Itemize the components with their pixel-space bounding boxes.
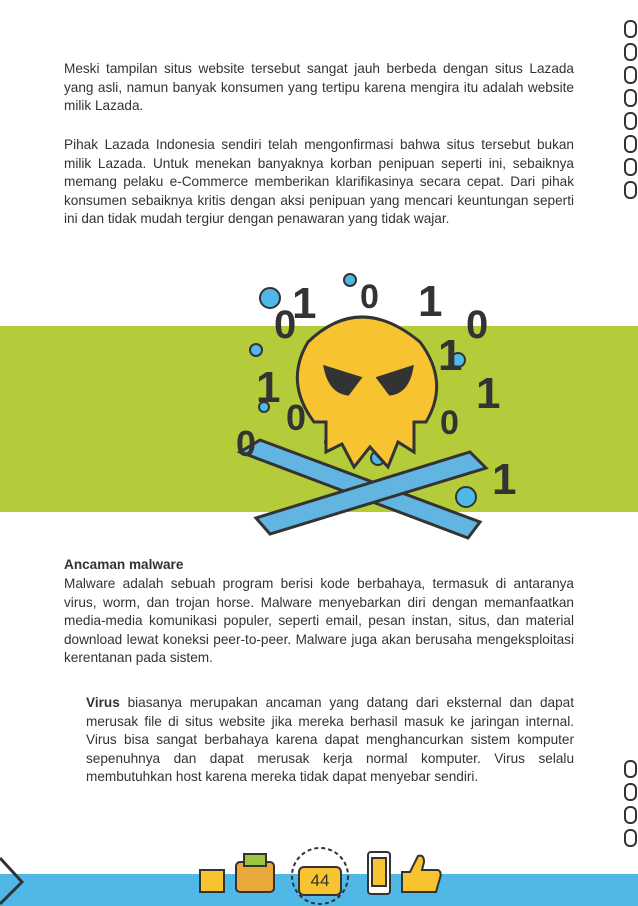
binary-digit: 1 bbox=[256, 363, 281, 412]
virus-paragraph bbox=[86, 694, 574, 787]
section-body: Malware adalah sebuah program berisi kode berbahaya, termasuk di antaranya virus, worm, dan trojan horse. Malware menyebarkan diri dengan memanfaatkan media-media komunikasi populer, seperti email, pesan instan, situs, dan material download lewat koneksi peer-to-peer. Malware juga akan berusaha mengeksploitasi kerentanan pada sistem. bbox=[64, 576, 574, 666]
footer-left-chevron bbox=[0, 852, 40, 906]
box-icon bbox=[200, 870, 224, 892]
bubble bbox=[250, 344, 262, 356]
bottom-right-decoration bbox=[624, 760, 638, 852]
binary-digit: 0 bbox=[286, 397, 307, 438]
skull bbox=[297, 317, 436, 467]
binary-digit: 0 bbox=[440, 404, 459, 442]
virus-body: biasanya merupakan ancaman yang datang dari eksternal dan dapat merusak file di situs website jika mereka berhasil masuk ke jaringan internal. Virus bisa sangat berbahaya karena dapat menghancurkan sistem komputer sepenuhnya dan dapat merusak kerja normal komputer. Virus selalu membutuhkan host karena mereka tidak dapat menyebar sendiri. bbox=[86, 695, 574, 785]
page-number: 44 bbox=[298, 866, 342, 896]
binary-digit: 1 bbox=[418, 277, 443, 326]
virus-term: Virus bbox=[86, 695, 120, 710]
top-right-decoration bbox=[624, 20, 638, 204]
binary-digit: 0 bbox=[360, 278, 379, 316]
section-heading: Ancaman malware bbox=[64, 557, 184, 572]
binary-digit: 0 bbox=[236, 423, 257, 464]
bubble bbox=[344, 274, 356, 286]
binary-digit: 1 bbox=[476, 369, 501, 418]
binary-digit: 1 bbox=[292, 279, 317, 328]
bubble bbox=[456, 487, 476, 507]
paragraph-lazada: Pihak Lazada Indonesia sendiri telah mengonfirmasi bahwa situs tersebut bukan milik Lazada. Untuk menekan banyaknya korban penipuan seperti ini, sebaiknya memang pelaku e-Commerce memberikan klarifikasinya secara cepat. Dari pihak konsumen sebaiknya kritis dengan aksi penipuan yang mencari keuntungan seperti ini dan tidak mudah tergiur dengan penawaran yang tidak wajar. bbox=[64, 137, 574, 227]
paragraph-intro: Meski tampilan situs website tersebut sangat jauh berbeda dengan situs Lazada yang asli, namun banyak konsumen yang tertipu karena mengira itu adalah website milik Lazada. bbox=[64, 61, 574, 114]
binary-digit: 1 bbox=[438, 331, 463, 380]
binary-digit: 0 bbox=[274, 303, 297, 347]
malware-skull-illustration bbox=[230, 272, 540, 542]
binary-digit: 1 bbox=[492, 455, 517, 504]
binary-digit: 0 bbox=[466, 303, 489, 347]
thumbs-up-icon bbox=[402, 856, 441, 892]
